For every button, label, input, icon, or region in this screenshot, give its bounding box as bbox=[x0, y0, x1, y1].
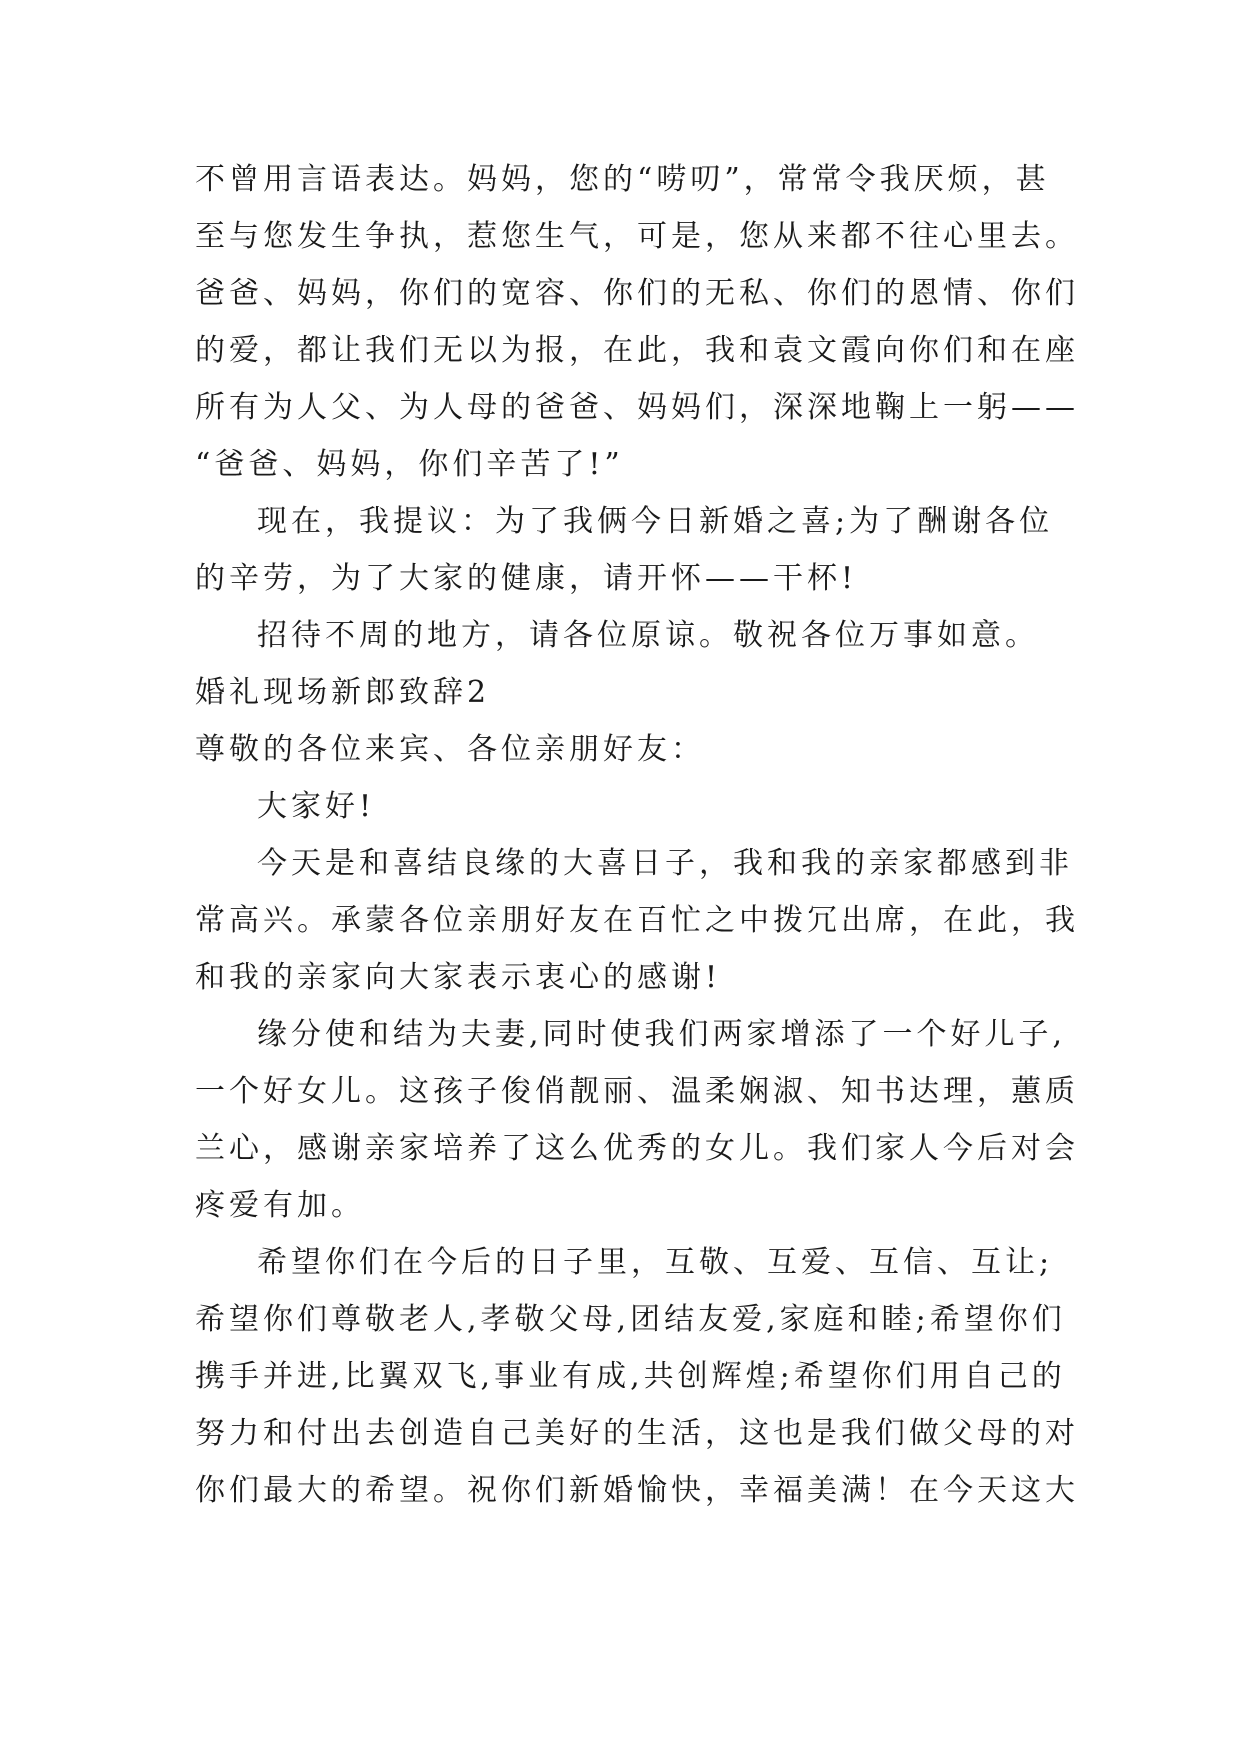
text-line: “爸爸、妈妈，你们辛苦了!” bbox=[195, 447, 624, 482]
text-line: 努力和付出去创造自己美好的生活，这也是我们做父母的对 bbox=[195, 1416, 1079, 1451]
paragraph-first-line: 现在，我提议：为了我俩今日新婚之喜;为了酬谢各位 bbox=[257, 504, 1054, 539]
text-line: 携手并进,比翼双飞,事业有成,共创辉煌;希望你们用自己的 bbox=[195, 1359, 1066, 1394]
text-line: 的辛劳，为了大家的健康，请开怀——干杯! bbox=[195, 561, 858, 596]
paragraph-first-line: 缘分使和结为夫妻,同时使我们两家增添了一个好儿子, bbox=[257, 1017, 1067, 1052]
text-line: 至与您发生争执，惹您生气，可是，您从来都不往心里去。 bbox=[195, 219, 1079, 254]
text-line: 和我的亲家向大家表示衷心的感谢! bbox=[195, 960, 722, 995]
text-line: 你们最大的希望。祝你们新婚愉快，幸福美满！在今天这大 bbox=[195, 1473, 1079, 1508]
text-line: 兰心，感谢亲家培养了这么优秀的女儿。我们家人今后对会 bbox=[195, 1131, 1079, 1166]
text-line: 常高兴。承蒙各位亲朋好友在百忙之中拨冗出席，在此，我 bbox=[195, 903, 1079, 938]
greeting-line: 大家好! bbox=[257, 789, 376, 824]
text-line: 希望你们尊敬老人,孝敬父母,团结友爱,家庭和睦;希望你们 bbox=[195, 1302, 1066, 1337]
text-line: 所有为人父、为人母的爸爸、妈妈们，深深地鞠上一躬—— bbox=[195, 390, 1079, 425]
text-line: 的爱，都让我们无以为报，在此，我和袁文霞向你们和在座 bbox=[195, 333, 1079, 368]
paragraph-first-line: 招待不周的地方，请各位原谅。敬祝各位万事如意。 bbox=[257, 618, 1039, 653]
text-line: 疼爱有加。 bbox=[195, 1188, 365, 1223]
salutation-line: 尊敬的各位来宾、各位亲朋好友： bbox=[195, 732, 705, 767]
paragraph-first-line: 今天是和喜结良缘的大喜日子，我和我的亲家都感到非 bbox=[257, 846, 1073, 881]
text-line: 不曾用言语表达。妈妈，您的“唠叨”，常常令我厌烦，甚 bbox=[195, 162, 1050, 197]
section-heading: 婚礼现场新郎致辞2 bbox=[195, 675, 491, 710]
text-line: 一个好女儿。这孩子俊俏靓丽、温柔娴淑、知书达理，蕙质 bbox=[195, 1074, 1079, 1109]
paragraph-first-line: 希望你们在今后的日子里，互敬、互爱、互信、互让; bbox=[257, 1245, 1054, 1280]
text-line: 爸爸、妈妈，你们的宽容、你们的无私、你们的恩情、你们 bbox=[195, 276, 1079, 311]
